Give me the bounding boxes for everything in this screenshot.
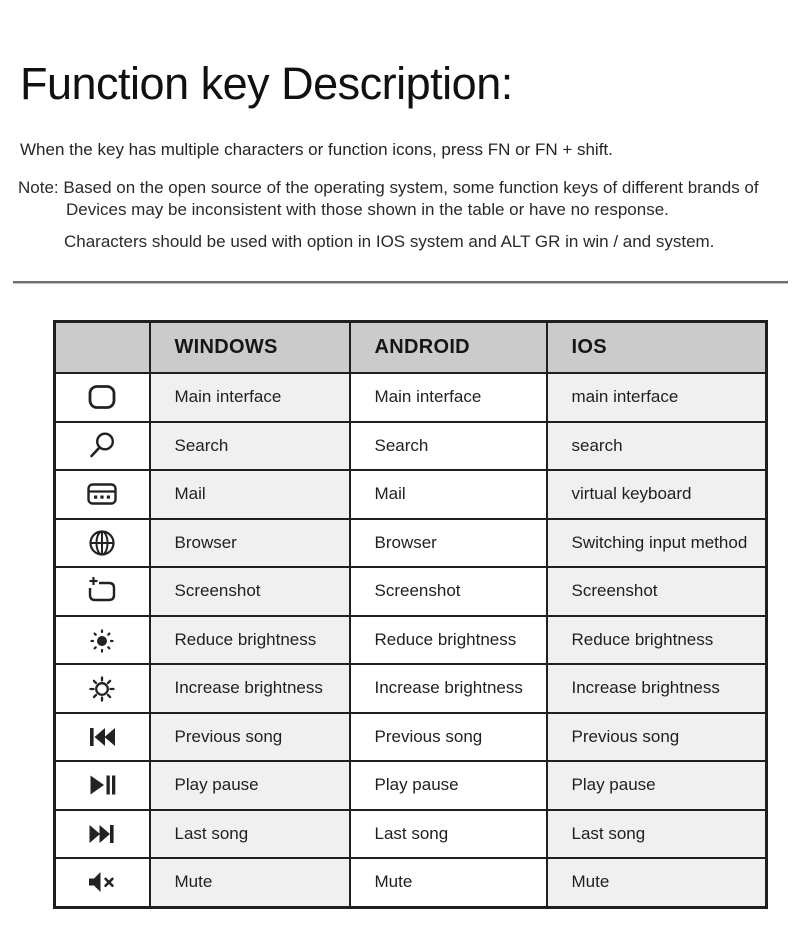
table-row: [55, 810, 767, 859]
ios-cell: Last song: [547, 810, 767, 859]
search-icon: [85, 429, 119, 463]
ios-cell: Increase brightness: [547, 664, 767, 713]
globe-icon: [85, 526, 119, 560]
note-line-1: [18, 178, 759, 198]
android-cell: Mute: [350, 858, 547, 907]
ios-cell: main interface: [547, 373, 767, 422]
windows-cell: Increase brightness: [150, 664, 350, 713]
android-cell: Play pause: [350, 761, 547, 810]
next-track-icon: [85, 817, 119, 851]
android-cell: Increase brightness: [350, 664, 547, 713]
function-key-table: [53, 320, 768, 909]
android-cell: Search: [350, 422, 547, 471]
key-icon-cell: [55, 373, 150, 422]
windows-cell: Main interface: [150, 373, 350, 422]
main-interface-icon: [85, 380, 119, 414]
virtual-keyboard-icon: [85, 477, 119, 511]
android-cell: Main interface: [350, 373, 547, 422]
windows-cell: Mail: [150, 470, 350, 519]
divider-line: [13, 281, 788, 284]
android-cell: Previous song: [350, 713, 547, 762]
windows-cell: Screenshot: [150, 567, 350, 616]
windows-cell: Search: [150, 422, 350, 471]
screenshot-icon: [85, 574, 119, 608]
ios-cell: Previous song: [547, 713, 767, 762]
android-cell: Last song: [350, 810, 547, 859]
android-cell: Mail: [350, 470, 547, 519]
table-row: [55, 713, 767, 762]
key-icon-cell: [55, 858, 150, 907]
key-icon-cell: [55, 664, 150, 713]
table-row: [55, 664, 767, 713]
play-pause-icon: [85, 768, 119, 802]
table-row: [55, 858, 767, 907]
ios-cell: search: [547, 422, 767, 471]
windows-cell: Browser: [150, 519, 350, 568]
key-icon-cell: [55, 567, 150, 616]
table-row: [55, 422, 767, 471]
previous-track-icon: [85, 720, 119, 754]
windows-cell: Last song: [150, 810, 350, 859]
brightness-up-icon: [85, 671, 119, 705]
ios-cell: Switching input method: [547, 519, 767, 568]
table-row: [55, 373, 767, 422]
android-cell: Browser: [350, 519, 547, 568]
key-icon-cell: [55, 810, 150, 859]
key-icon-cell: [55, 761, 150, 810]
brightness-down-icon: [85, 623, 119, 657]
ios-cell: Screenshot: [547, 567, 767, 616]
ios-cell: Reduce brightness: [547, 616, 767, 665]
mute-icon: [85, 865, 119, 899]
table-row: [55, 616, 767, 665]
windows-cell: Play pause: [150, 761, 350, 810]
ios-cell: Mute: [547, 858, 767, 907]
intro-text: When the key has multiple characters or function icons, press FN or FN + shift.: [20, 140, 613, 159]
key-icon-cell: [55, 470, 150, 519]
page-title: Function key Description:: [20, 58, 513, 109]
table-row: [55, 761, 767, 810]
note-text-1: Based on the open source of the operating system, some function keys of different brands of: [63, 178, 759, 197]
header-windows: WINDOWS: [150, 322, 350, 374]
table-row: [55, 519, 767, 568]
windows-cell: Mute: [150, 858, 350, 907]
key-icon-cell: [55, 713, 150, 762]
header-android: ANDROID: [350, 322, 547, 374]
table-header-row: [55, 322, 767, 374]
function-key-table-body: [55, 373, 767, 907]
header-icon-column: [55, 322, 150, 374]
ios-cell: Play pause: [547, 761, 767, 810]
key-icon-cell: [55, 616, 150, 665]
key-icon-cell: [55, 422, 150, 471]
windows-cell: Previous song: [150, 713, 350, 762]
note-line-2: Devices may be inconsistent with those shown in the table or have no response.: [66, 200, 669, 219]
ios-cell: virtual keyboard: [547, 470, 767, 519]
android-cell: Screenshot: [350, 567, 547, 616]
note-label: Note:: [18, 178, 59, 197]
table-row: [55, 470, 767, 519]
key-icon-cell: [55, 519, 150, 568]
windows-cell: Reduce brightness: [150, 616, 350, 665]
header-ios: IOS: [547, 322, 767, 374]
note-line-3: Characters should be used with option in IOS system and ALT GR in win / and system.: [64, 232, 715, 251]
table-row: [55, 567, 767, 616]
android-cell: Reduce brightness: [350, 616, 547, 665]
